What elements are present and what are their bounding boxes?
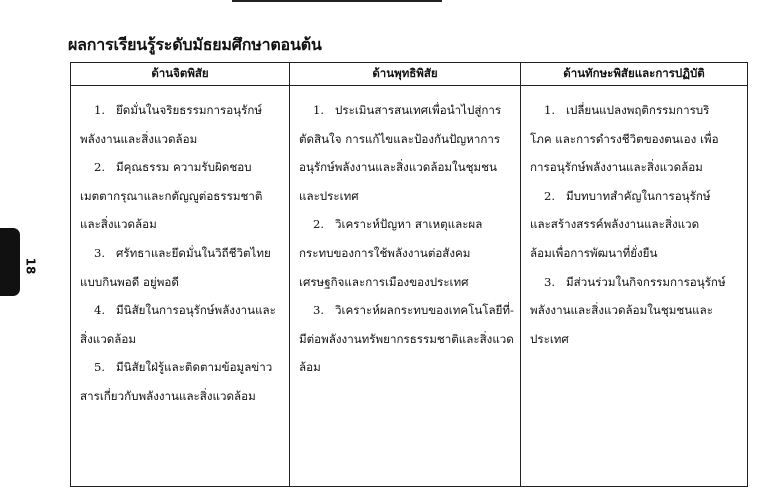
- outcome-line: [530, 325, 739, 354]
- item-text: พลังงานและสิ่งแวดล้อมในชุมชนและ: [530, 303, 713, 318]
- item-number: 1.: [313, 103, 325, 117]
- outcome-line: [80, 153, 281, 182]
- item-number: 2.: [313, 217, 325, 232]
- item-text: มีนิสัยในการอนุรักษ์พลังงานและ: [116, 303, 276, 318]
- side-page-number: [22, 246, 38, 286]
- outcome-line: [299, 353, 512, 382]
- outcome-line: [80, 268, 281, 297]
- outcome-line: [530, 296, 739, 325]
- item-text: ประเทศ: [530, 331, 569, 346]
- item-text: อนุรักษ์พลังงานและสิ่งแวดล้อมในชุมชน: [299, 160, 497, 175]
- outcome-line: [80, 239, 281, 268]
- outcome-line: [530, 210, 739, 239]
- side-tab-marker: [0, 228, 20, 296]
- outcome-line: [299, 96, 512, 125]
- outcome-item: [530, 268, 739, 354]
- outcome-item: [299, 96, 512, 210]
- item-text: เปลี่ยนแปลงพฤติกรรมการบริ: [566, 103, 710, 117]
- item-text: ล้อมเพื่อการพัฒนาที่ยั่งยืน: [530, 245, 658, 260]
- item-number: 3.: [313, 303, 325, 318]
- outcome-line: [80, 325, 281, 354]
- item-number: 2.: [94, 160, 106, 175]
- outcome-item: [530, 96, 739, 182]
- psychomotor-cell: [521, 86, 748, 487]
- item-number: 3.: [544, 274, 556, 289]
- item-number: 4.: [94, 303, 106, 318]
- outcome-item: [80, 239, 281, 296]
- page-number-label: 18: [23, 257, 38, 275]
- outcome-line: [80, 210, 281, 239]
- table-header-row: [71, 63, 748, 86]
- item-text: โภค และการดำรงชีวิตของตนเอง เพื่อ: [530, 131, 719, 146]
- outcome-item: [299, 296, 512, 382]
- item-text: มีส่วนร่วมในกิจกรรมการอนุรักษ์: [566, 274, 726, 289]
- outcome-item: [530, 182, 739, 268]
- item-number: 2.: [544, 188, 556, 203]
- outcome-line: [80, 353, 281, 382]
- item-text: และสร้างสรรค์พลังงานและสิ่งแวด: [530, 217, 700, 232]
- item-text: การอนุรักษ์พลังงานและสิ่งแวดล้อม: [530, 160, 703, 175]
- item-text: และประเทศ: [299, 188, 359, 203]
- item-text: กระทบของการใช้พลังงานต่อสังคม: [299, 245, 471, 260]
- table-body-row: [71, 86, 748, 487]
- item-text: ยึดมั่นในจริยธรรมการอนุรักษ์: [116, 103, 262, 117]
- item-text: สิ่งแวดล้อม: [80, 331, 136, 346]
- item-text: และสิ่งแวดล้อม: [80, 217, 157, 232]
- outcome-line: [299, 239, 512, 268]
- header-affective: ด้านจิตพิสัย: [71, 63, 290, 86]
- top-rule: [232, 0, 442, 2]
- item-text: วิเคราะห์ปัญหา สาเหตุและผล: [335, 217, 483, 232]
- outcome-item: [299, 210, 512, 296]
- item-text: ตัดสินใจ การแก้ไขและป้องกันปัญหาการ: [299, 131, 501, 146]
- outcome-line: [299, 182, 512, 211]
- outcome-item: [80, 96, 281, 153]
- outcome-line: [299, 296, 512, 325]
- outcome-line: [530, 182, 739, 211]
- outcome-line: [530, 125, 739, 154]
- item-text: มีต่อพลังงานทรัพยากรธรรมชาติและสิ่งแวด: [299, 331, 514, 346]
- item-text: แบบกินพอดี อยู่พอดี: [80, 274, 179, 289]
- outcome-line: [80, 182, 281, 211]
- outcome-line: [530, 96, 739, 125]
- outcome-item: [80, 296, 281, 353]
- cognitive-cell: [290, 86, 521, 487]
- item-text: ล้อม: [299, 360, 321, 375]
- outcome-line: [299, 268, 512, 297]
- outcome-line: [299, 325, 512, 354]
- item-text: มีบทบาทสำคัญในการอนุรักษ์: [566, 188, 711, 203]
- learning-outcomes-table: [70, 62, 748, 487]
- item-text: ประเมินสารสนเทศเพื่อนำไปสู่การ: [335, 103, 502, 117]
- affective-cell: [71, 86, 290, 487]
- outcome-line: [530, 153, 739, 182]
- outcome-line: [299, 153, 512, 182]
- item-text: มีคุณธรรม ความรับผิดชอบ: [116, 160, 252, 175]
- page-title: ผลการเรียนรู้ระดับมัธยมศึกษาตอนต้น: [68, 35, 322, 54]
- item-number: 1.: [94, 103, 106, 117]
- item-number: 3.: [94, 245, 106, 260]
- item-number: 1.: [544, 103, 556, 117]
- outcome-line: [530, 268, 739, 297]
- item-number: 5.: [94, 360, 106, 375]
- item-text: ศรัทธาและยึดมั่นในวิถีชีวิตไทย: [116, 245, 271, 260]
- item-text: เศรษฐกิจและการเมืองของประเทศ: [299, 274, 469, 289]
- outcome-line: [530, 239, 739, 268]
- outcome-item: [80, 353, 281, 410]
- outcome-line: [299, 210, 512, 239]
- item-text: พลังงานและสิ่งแวดล้อม: [80, 131, 198, 146]
- item-text: วิเคราะห์ผลกระทบของเทคโนโลยีที่-: [335, 303, 514, 318]
- item-text: เมตตากรุณาและกตัญญูต่อธรรมชาติ: [80, 188, 263, 203]
- outcome-line: [80, 96, 281, 125]
- outcome-line: [80, 382, 281, 411]
- item-text: มีนิสัยใฝ่รู้และติดตามข้อมูลข่าว: [116, 360, 273, 375]
- outcome-line: [80, 296, 281, 325]
- outcome-line: [299, 125, 512, 154]
- header-cognitive: ด้านพุทธิพิสัย: [290, 63, 521, 86]
- item-text: สารเกี่ยวกับพลังงานและสิ่งแวดล้อม: [80, 388, 256, 403]
- outcome-line: [80, 125, 281, 154]
- header-psychomotor: ด้านทักษะพิสัยและการปฏิบัติ: [521, 63, 748, 86]
- outcome-item: [80, 153, 281, 239]
